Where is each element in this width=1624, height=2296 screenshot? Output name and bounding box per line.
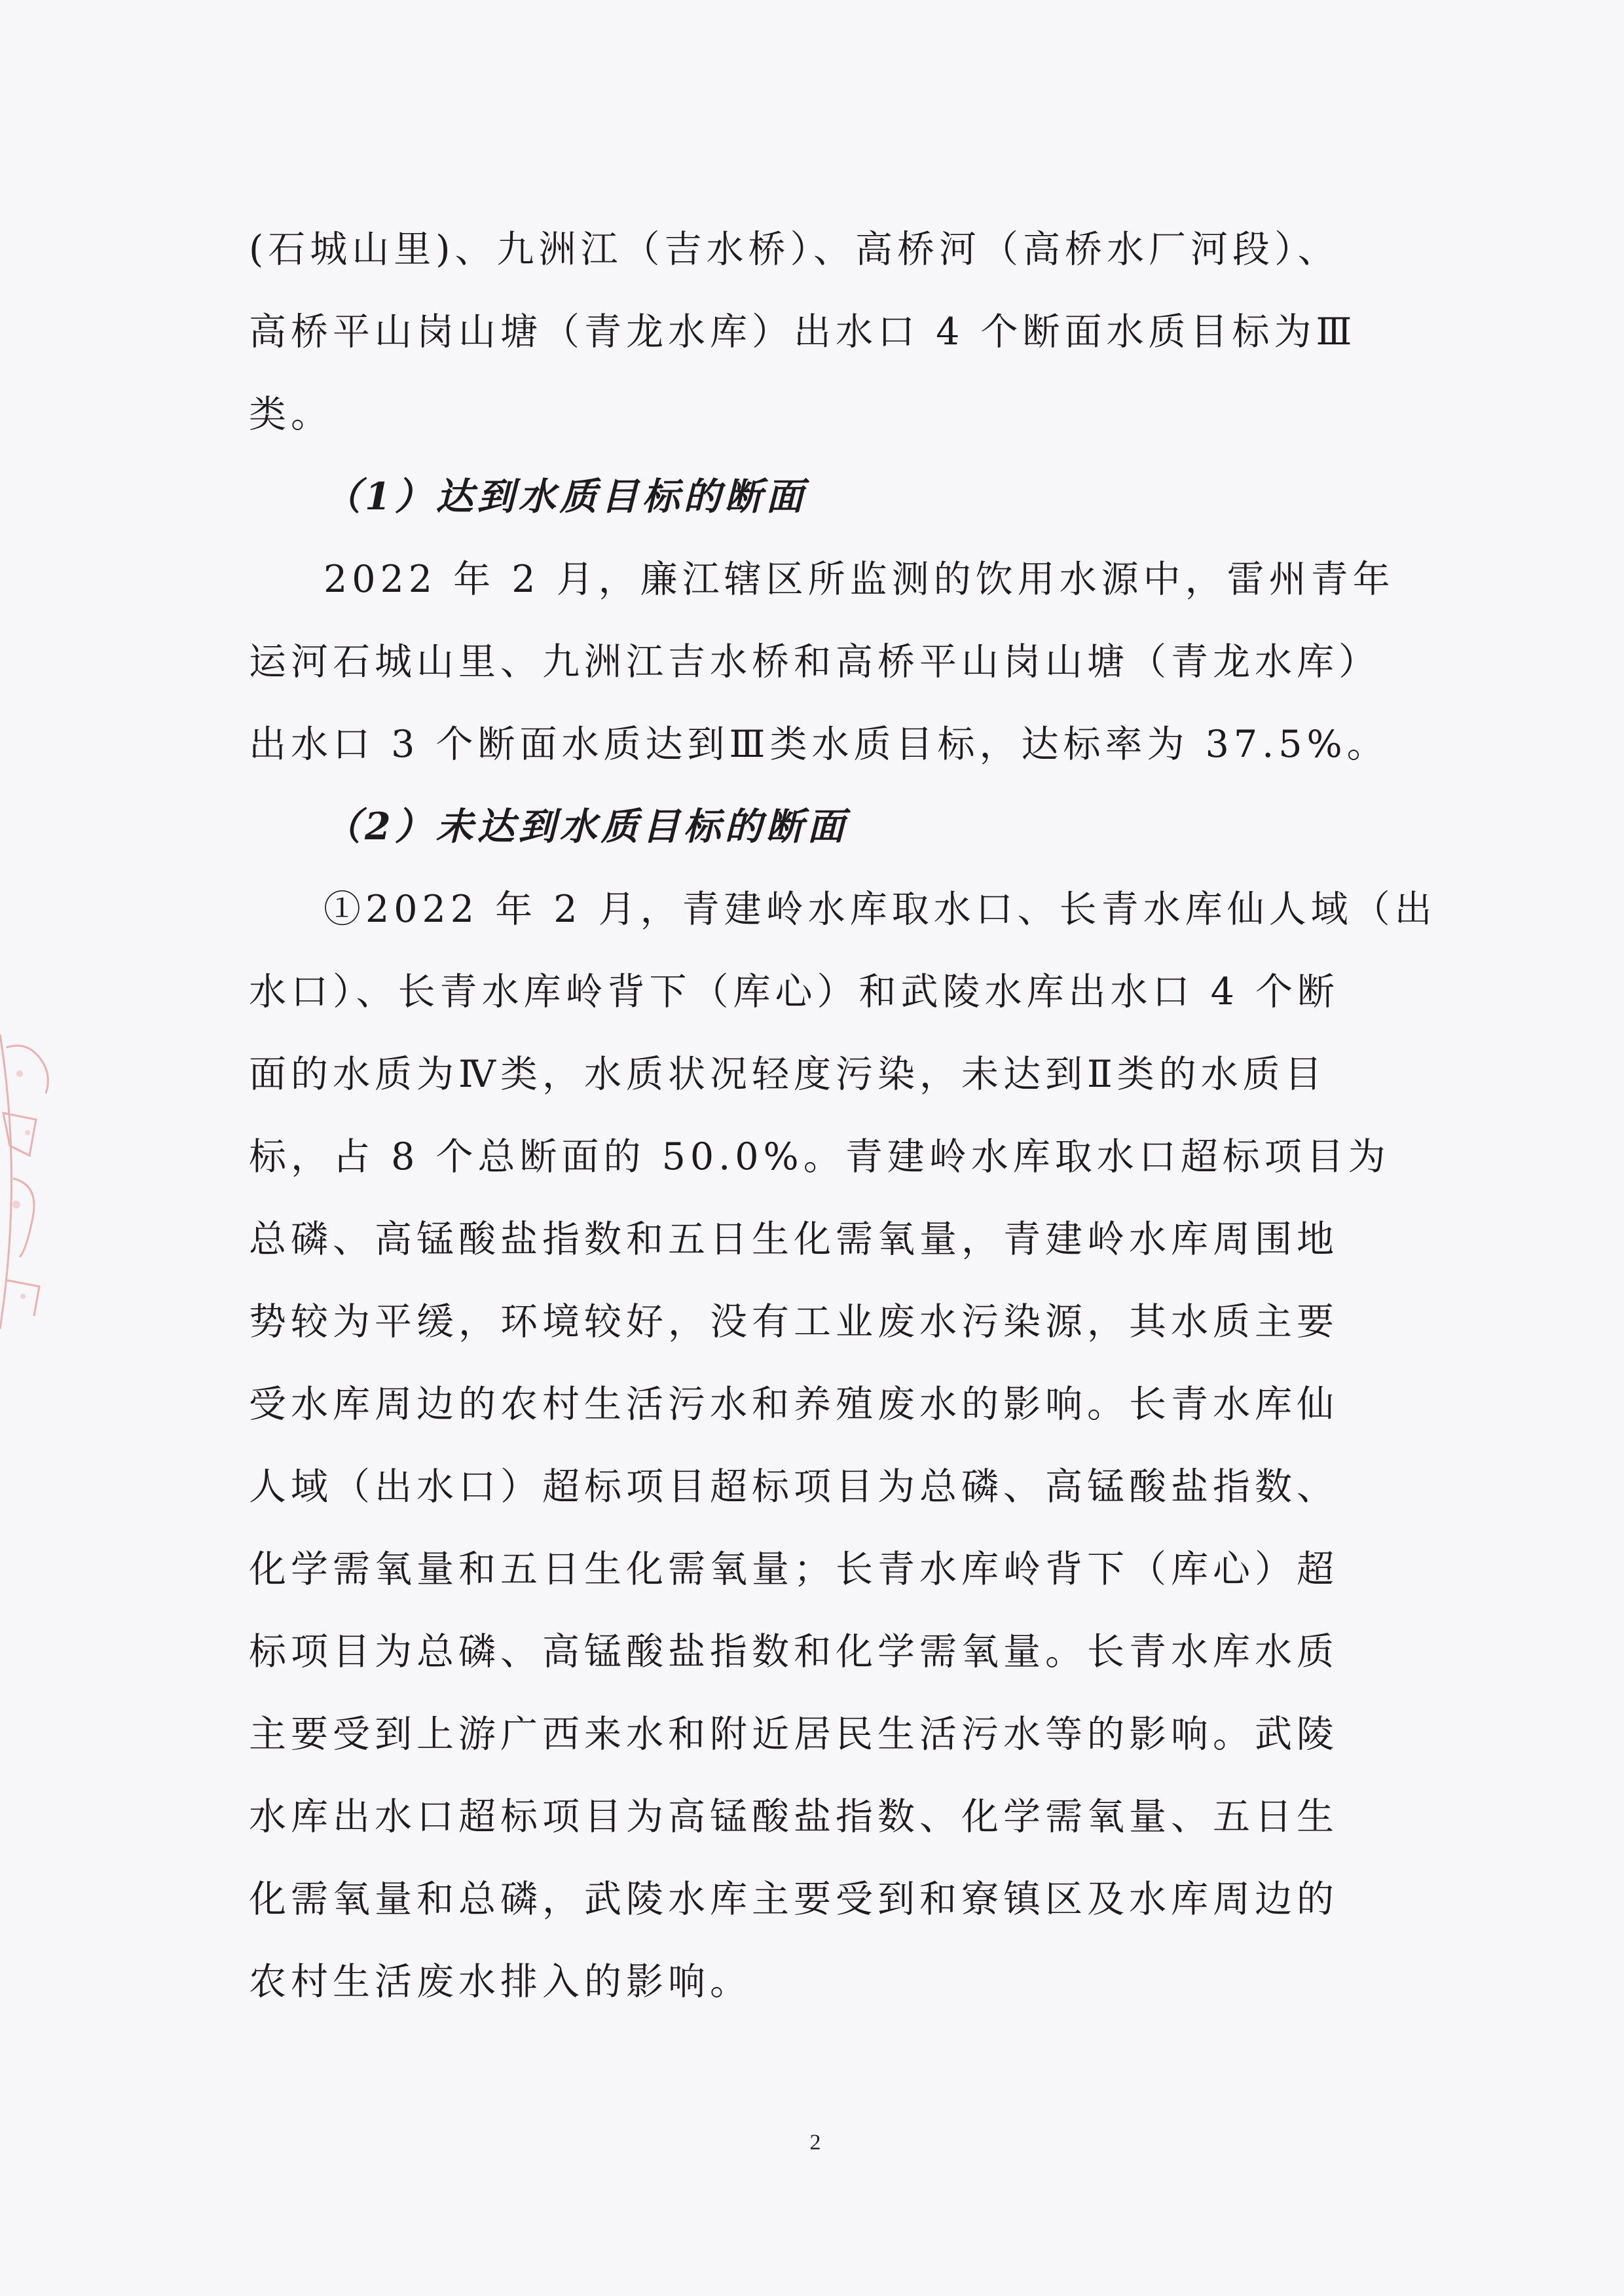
page-number: 2 (809, 2130, 821, 2155)
body-line: 化需氧量和总磷，武陵水库主要受到和寮镇区及水库周边的 (249, 1878, 1338, 1921)
body-line: (石城山里)、九洲江（吉水桥）、高桥河（高桥水厂河段）、 (249, 228, 1340, 271)
document-body (249, 208, 1437, 2023)
body-line: 标，占 8 个总断面的 50.0%。青建岭水库取水口超标项目为 (249, 1135, 1390, 1178)
body-line: 水口）、长青水库岭背下（库心）和武陵水库出水口 4 个断 (249, 970, 1340, 1013)
body-line: 受水库周边的农村生活污水和养殖废水的影响。长青水库仙 (249, 1383, 1338, 1426)
body-line: 高桥平山岗山塘（青龙水库）出水口 4 个断面水质目标为Ⅲ (249, 310, 1357, 354)
body-line: 人域（出水口）超标项目超标项目为总磷、高锰酸盐指数、 (249, 1465, 1338, 1508)
body-line: 总磷、高锰酸盐指数和五日生化需氧量，青建岭水库周围地 (249, 1218, 1338, 1261)
body-line: 面的水质为Ⅳ类，水质状况轻度污染，未达到Ⅱ类的水质目 (249, 1053, 1327, 1096)
body-line: 水库出水口超标项目为高锰酸盐指数、化学需氧量、五日生 (249, 1795, 1338, 1838)
red-seal-fragment-icon (0, 1021, 59, 1336)
body-line: 势较为平缓，环境较好，没有工业废水污染源，其水质主要 (249, 1300, 1338, 1343)
body-line: 农村生活废水排入的影响。 (249, 1960, 752, 2003)
body-line: 标项目为总磷、高锰酸盐指数和化学需氧量。长青水库水质 (249, 1630, 1338, 1673)
body-line: 2022 年 2 月，廉江辖区所监测的饮用水源中，雷州青年 (323, 558, 1395, 601)
body-line: 主要受到上游广西来水和附近居民生活污水等的影响。武陵 (249, 1713, 1338, 1756)
body-line: ①2022 年 2 月，青建岭水库取水口、长青水库仙人域（出 (323, 888, 1437, 931)
body-line: 出水口 3 个断面水质达到Ⅲ类水质目标，达标率为 37.5%。 (249, 723, 1389, 766)
section-heading-met-targets: （1）达到水质目标的断面 (323, 475, 807, 519)
section-heading-unmet-targets: （2）未达到水质目标的断面 (323, 805, 849, 848)
body-line: 类。 (249, 393, 333, 436)
body-line: 运河石城山里、九洲江吉水桥和高桥平山岗山塘（青龙水库） (249, 640, 1380, 683)
body-line: 化学需氧量和五日生化需氧量；长青水库岭背下（库心）超 (249, 1548, 1338, 1591)
